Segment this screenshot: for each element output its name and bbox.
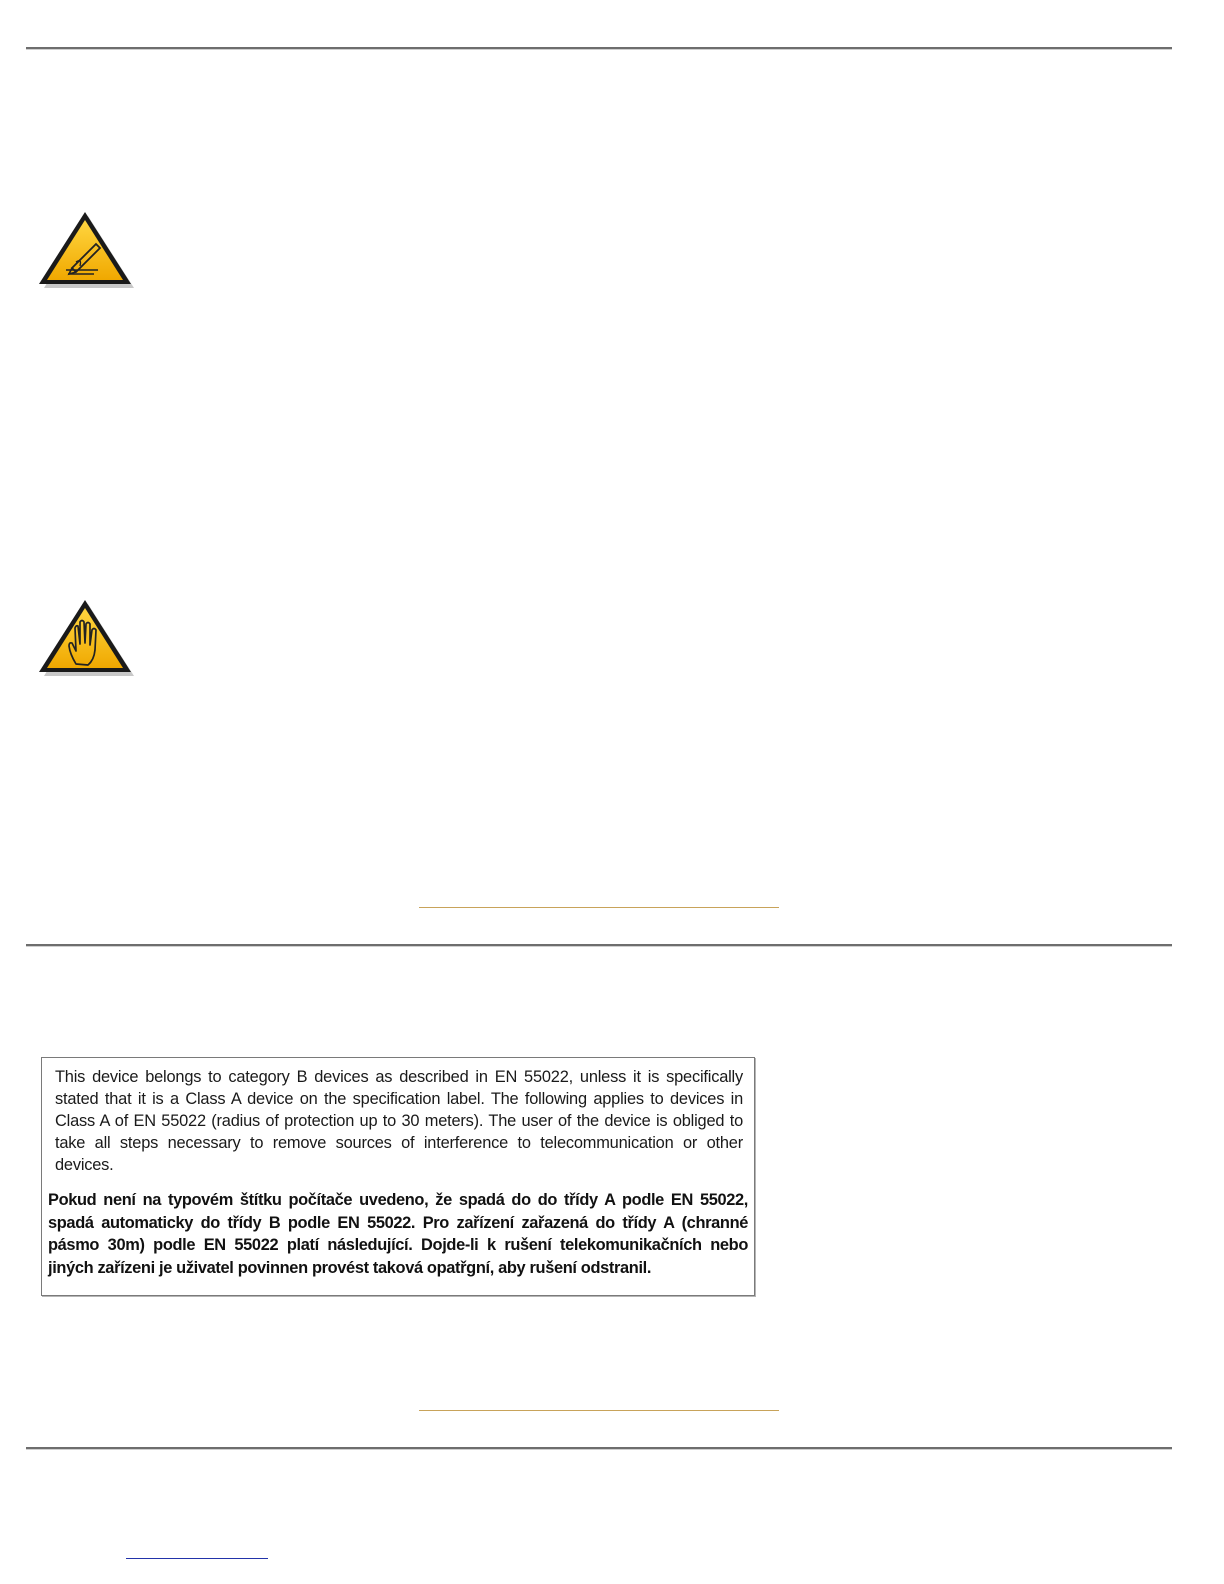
- stop-hand-icon: [36, 596, 136, 680]
- notice-english-text: This device belongs to category B devices as described in EN 55022, unless it is specifically stated that it is a Class A device on the specification label. The following applies to devices in Class A of EN 55022 (radius of protection up to 30 meters). The user of the device is obliged to take all steps necessary to remove sources of interference to telecommunication or other devices.: [55, 1068, 743, 1174]
- note-warning-icon: [36, 208, 136, 292]
- link-underline[interactable]: [419, 1410, 779, 1411]
- bottom-link-underline[interactable]: [126, 1558, 268, 1559]
- divider-middle: [26, 944, 1172, 947]
- divider-top: [26, 47, 1172, 50]
- notice-czech-text: Pokud není na typovém štítku počítače uvedeno, že spadá do do třídy A podle EN 55022, spadá automaticky do třídy B podle EN 55022. Pro zařízení zařazená do třídy A (chranné pásmo 30m) podle EN 55022 platí následující. Dojde-li k rušení telekomunikačních nebo jiných zařízeni je uživatel povinnen provést taková opatřgní, aby rušení odstranil.: [48, 1191, 748, 1277]
- link-underline[interactable]: [419, 907, 779, 908]
- en55022-notice-box: [41, 1057, 755, 1296]
- divider-bottom: [26, 1447, 1172, 1450]
